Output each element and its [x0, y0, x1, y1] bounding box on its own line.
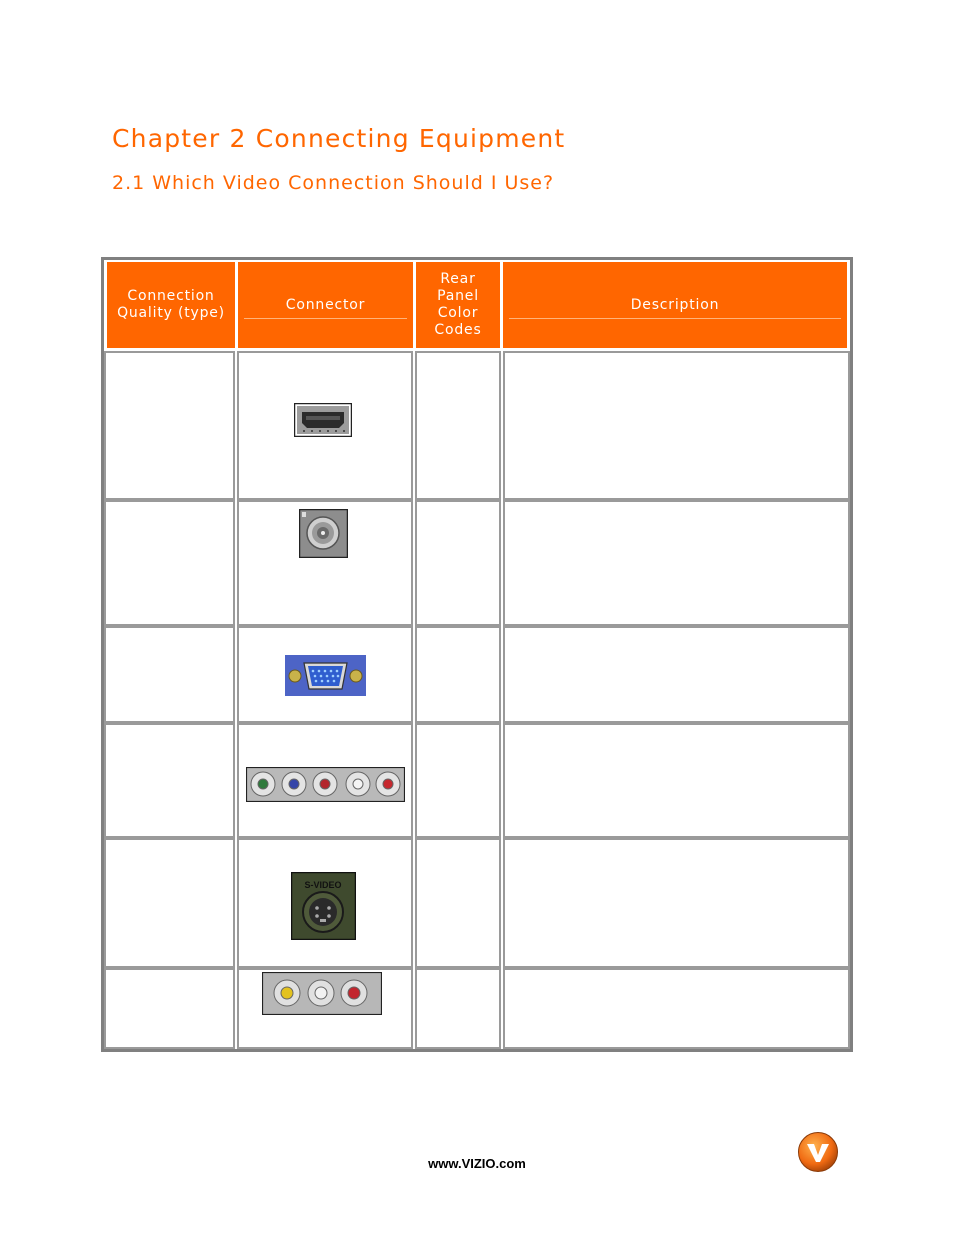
vga-rgb-connector-icon: [285, 655, 366, 696]
section-title: 2.1 Which Video Connection Should I Use?: [112, 172, 555, 194]
header-quality-label: Connection Quality (type): [117, 288, 225, 321]
component-ypbpr-connector-icon: [246, 767, 405, 802]
header-underline: [509, 318, 841, 319]
quality-cell: [104, 838, 235, 968]
quality-cell: [104, 968, 235, 1049]
s-video-label: S-VIDEO: [304, 880, 342, 890]
color-code-cell: [415, 500, 501, 626]
header-underline: [244, 318, 407, 319]
quality-cell: [104, 500, 235, 626]
vizio-logo-icon: [797, 1131, 839, 1173]
description-cell: [503, 968, 850, 1049]
description-cell: [503, 838, 850, 968]
header-connector: [238, 262, 413, 348]
s-video-connector-icon: [291, 872, 356, 940]
quality-cell: [104, 723, 235, 838]
header-color-codes-label: Rear Panel Color Codes: [434, 271, 482, 338]
color-code-cell: [415, 626, 501, 723]
description-cell: [503, 351, 850, 500]
description-cell: [503, 723, 850, 838]
quality-cell: [104, 626, 235, 723]
color-code-cell: [415, 351, 501, 500]
description-cell: [503, 626, 850, 723]
chapter-title: Chapter 2 Connecting Equipment: [112, 124, 566, 153]
hdmi-connector-icon: [294, 403, 352, 437]
header-color-codes: [416, 262, 500, 348]
coaxial-rf-connector-icon: [299, 509, 348, 558]
color-code-cell: [415, 838, 501, 968]
color-code-cell: [415, 723, 501, 838]
header-description: [503, 262, 847, 348]
color-code-cell: [415, 968, 501, 1049]
footer-url: www.VIZIO.com: [428, 1156, 526, 1171]
description-cell: [503, 500, 850, 626]
header-quality: [107, 262, 235, 348]
quality-cell: [104, 351, 235, 500]
header-description-label: Description: [630, 296, 720, 313]
header-connector-label: Connector: [285, 296, 366, 313]
composite-av-connector-icon: [262, 972, 382, 1015]
